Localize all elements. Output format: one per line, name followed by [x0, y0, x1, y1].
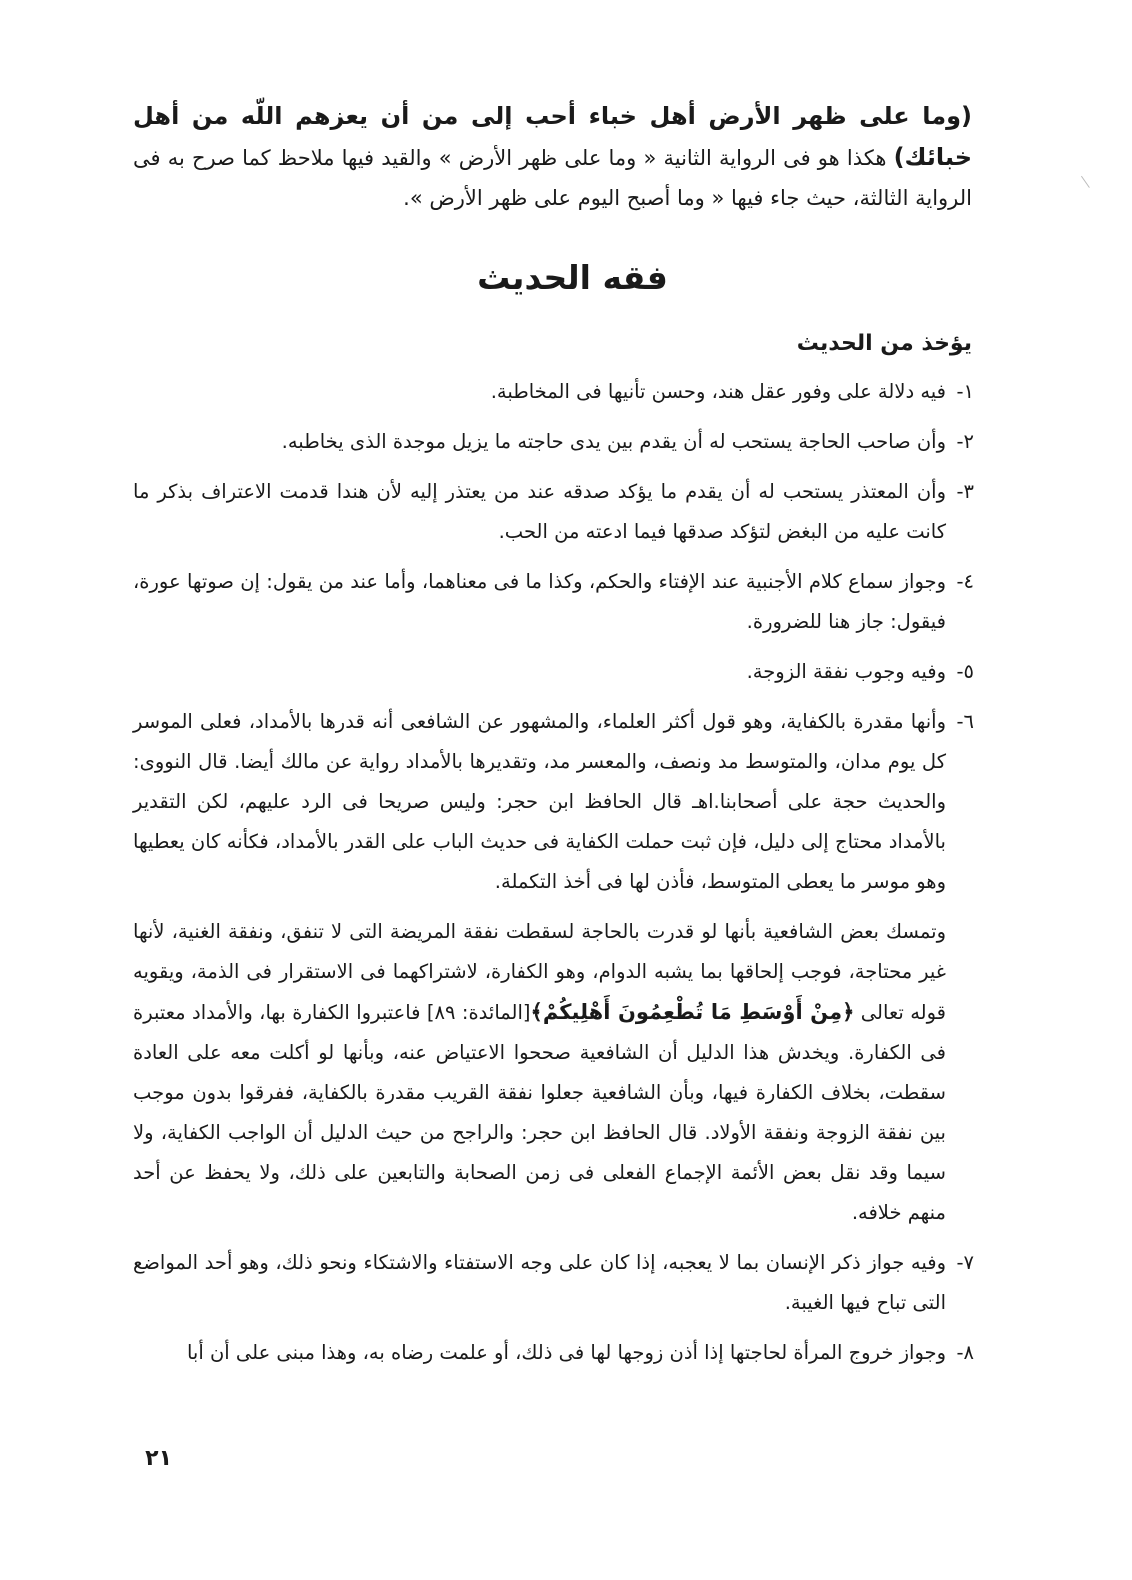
item-number: ٨-: [956, 1341, 974, 1364]
item-6-continuation: [133, 912, 972, 1233]
list-item-8: [133, 1333, 972, 1373]
list-item-6: [133, 702, 972, 902]
quran-verse: ﴿مِنْ أَوْسَطِ مَا تُطْعِمُونَ أَهْلِيكُمْ﴾: [530, 1000, 855, 1024]
page-number: ٢١: [145, 1446, 172, 1471]
intro-paragraph: [133, 96, 972, 218]
scan-mark: [1081, 170, 1098, 188]
item-text: وأن المعتذر يستحب له أن يقدم ما يؤكد صدقه عند من يعتذر إليه لأن هندا قدمت الاعتراف بذكر ما كانت عليه من البغض لتؤكد صدقها فيما ادعته من الحب.: [133, 480, 946, 543]
item-number: ٣-: [956, 480, 974, 503]
item-text: فيه دلالة على وفور عقل هند، وحسن تأنيها فى المخاطبة.: [490, 380, 946, 403]
subheading: يؤخذ من الحديث: [796, 331, 972, 356]
item-number: ٤-: [956, 570, 974, 593]
item-number: ٧-: [956, 1251, 974, 1274]
intro-rest: هكذا هو فى الرواية الثانية « وما على ظهر الأرض » والقيد فيها ملاحظ كما صرح به فى الرواية الثالثة، حيث جاء فيها « وما أصبح اليوم على ظهر الأرض ».: [133, 146, 972, 210]
para-text-after: [المائدة: ٨٩] فاعتبروا الكفارة بها، والأمداد معتبرة فى الكفارة. ويخدش هذا الدليل أن الشافعية صححوا الاعتياض عنه، وبأنها لو أكلت معه على العادة سقطت، بخلاف الكفارة فيها، وبأن الشافعية جعلوا نفقة القريب مقدرة بالكفاية، ففرقوا بدون موجب بين نفقة الزوجة ونفقة الأولاد. قال الحافظ ابن حجر: والراجح من حيث الدليل أن الواجب الكفاية، ولا سيما وقد نقل بعض الأئمة الإجماع الفعلى فى زمن الصحابة والتابعين على ذلك، ولا يحفظ عن أحد منهم خلافه.: [133, 1001, 946, 1224]
item-text: وأنها مقدرة بالكفاية، وهو قول أكثر العلماء، والمشهور عن الشافعى أنه قدرها بالأمداد، فعلى الموسر كل يوم مدان، والمتوسط مد ونصف، والمعسر مد، وتقديرها بالأمداد رواية عن مالك أيضا. قال النووى: والحديث حجة على أصحابنا.اهـ قال الحافظ ابن حجر: وليس صريحا فى الرد عليهم، لكن التقدير بالأمداد محتاج إلى دليل، فإن ثبت حملت الكفاية فى حديث الباب على القدر بالأمداد، فكأنه كان يعطيها وهو موسر ما يعطى المتوسط، فأذن لها فى أخذ التكملة.: [133, 710, 946, 893]
item-number: ٥-: [956, 660, 974, 683]
item-text: وجواز سماع كلام الأجنبية عند الإفتاء والحكم، وكذا ما فى معناهما، وأما عند من يقول: إن صوتها عورة، فيقول: جاز هنا للضرورة.: [133, 570, 946, 633]
list-item-2: [133, 422, 972, 462]
item-text: وفيه وجوب نفقة الزوجة.: [746, 660, 946, 683]
list-item-4: [133, 562, 972, 642]
list-item-3: [133, 472, 972, 552]
page-content: [133, 96, 972, 1383]
item-text: وجواز خروج المرأة لحاجتها إذا أذن زوجها لها فى ذلك، أو علمت رضاه به، وهذا مبنى على أن أبا: [186, 1341, 946, 1364]
item-number: ١-: [956, 380, 974, 403]
list-item-7: [133, 1243, 972, 1323]
item-number: ٢-: [956, 430, 974, 453]
section-title: فقه الحديث: [477, 258, 668, 297]
para-text-before: وتمسك بعض الشافعية بأنها لو قدرت بالحاجة لسقطت نفقة المريضة التى لا تنفق، ونفقة الغنية، لأنها غير محتاجة، فوجب إلحاقها بما يشبه الدوام، وهو الكفارة، لاشتراكهما فى الاستقرار فى الذمة، ويقويه قوله تعالى: [133, 920, 946, 1024]
list-item-5: [133, 652, 972, 692]
item-text: وفيه جواز ذكر الإنسان بما لا يعجبه، إذا كان على وجه الاستفتاء والاشتكاء ونحو ذلك، وهو أحد المواضع التى تباح فيها الغيبة.: [133, 1251, 946, 1314]
intro-lead: (وما على ظهر الأرض أهل خباء أحب إلى من أن يعزهم اللّه من أهل خبائك): [133, 102, 972, 171]
item-text: وأن صاحب الحاجة يستحب له أن يقدم بين يدى حاجته ما يزيل موجدة الذى يخاطبه.: [281, 430, 946, 453]
list-item-1: [133, 372, 972, 412]
item-number: ٦-: [956, 710, 974, 733]
